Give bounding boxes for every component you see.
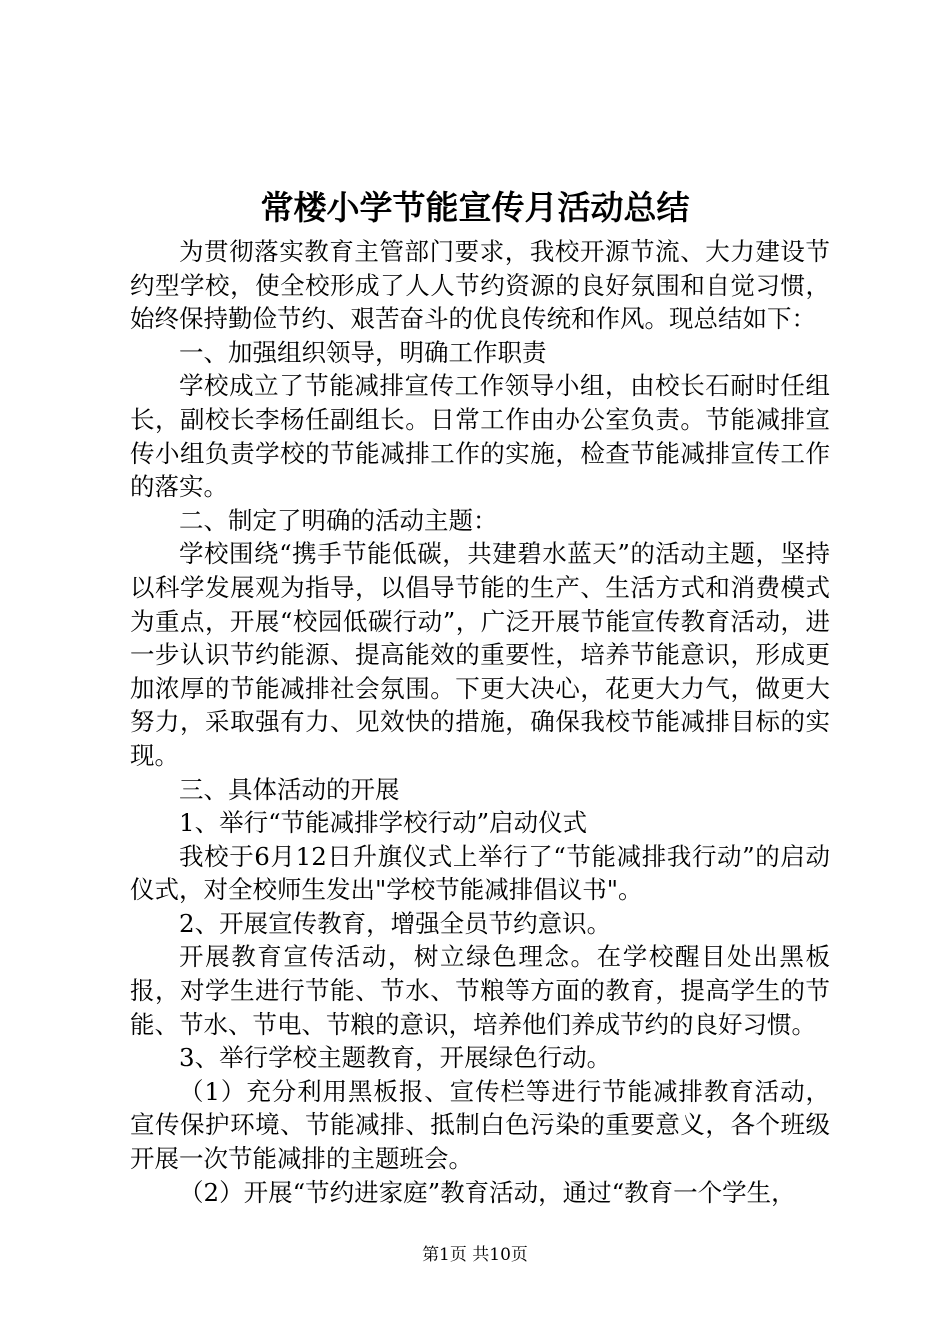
subheading-1: 1、举行“节能减排学校行动”启动仪式 — [179, 808, 588, 838]
section-heading-1: 一、加强组织领导，明确工作职责 — [179, 337, 547, 367]
paragraph-item-2: （2）开展“节约进家庭”教育活动，通过“教育一个学生， — [179, 1177, 796, 1207]
paragraph-theme: 学校围绕“携手节能低碳，共建碧水蓝天”的活动主题，坚持以科学发展观为指导，以倡导节能的生产、生活方式和消费模式为重点，开展“校园低碳行动”，广泛开展节能宣传教育活动，进一步认识节约能源、提高能效的重要性，培养节能意识，形成更加浓厚的节能减排社会氛围。下更大决心，花更大力气，做更大努力，采取强有力、见效快的措施，确保我校节能减排目标的实现。 — [130, 539, 830, 770]
paragraph-education: 开展教育宣传活动，树立绿色理念。在学校醒目处出黑板报，对学生进行节能、节水、节粮等方面的教育，提高学生的节能、节水、节电、节粮的意识，培养他们养成节约的良好习惯。 — [130, 942, 830, 1039]
paragraph-intro: 为贯彻落实教育主管部门要求，我校开源节流、大力建设节约型学校，使全校形成了人人节约资源的良好氛围和自觉习惯，始终保持勤俭节约、艰苦奋斗的优良传统和作风。现总结如下： — [130, 237, 830, 334]
paragraph-ceremony: 我校于6月12日升旗仪式上举行了“节能减排我行动”的启动仪式，对全校师生发出"学校节能减排倡议书"。 — [130, 841, 830, 905]
subheading-2: 2、开展宣传教育，增强全员节约意识。 — [179, 908, 612, 938]
section-heading-3: 三、具体活动的开展 — [179, 774, 400, 804]
paragraph-item-1: （1）充分利用黑板报、宣传栏等进行节能减排教育活动，宣传保护环境、节能减排、抵制白色污染的重要意义，各个班级开展一次节能减排的主题班会。 — [130, 1076, 830, 1174]
document-title: 常楼小学节能宣传月活动总结 — [260, 188, 690, 227]
paragraph-organization: 学校成立了节能减排宣传工作领导小组，由校长石耐时任组长，副校长李杨任副组长。日常工作由办公室负责。节能减排宣传小组负责学校的节能减排工作的实施，检查节能减排宣传工作的落实。 — [130, 371, 830, 502]
section-heading-2: 二、制定了明确的活动主题： — [179, 505, 498, 535]
subheading-3: 3、举行学校主题教育，开展绿色行动。 — [179, 1043, 612, 1073]
document-body — [130, 235, 830, 1209]
page-footer: 第1页 共10页 — [422, 1245, 528, 1265]
